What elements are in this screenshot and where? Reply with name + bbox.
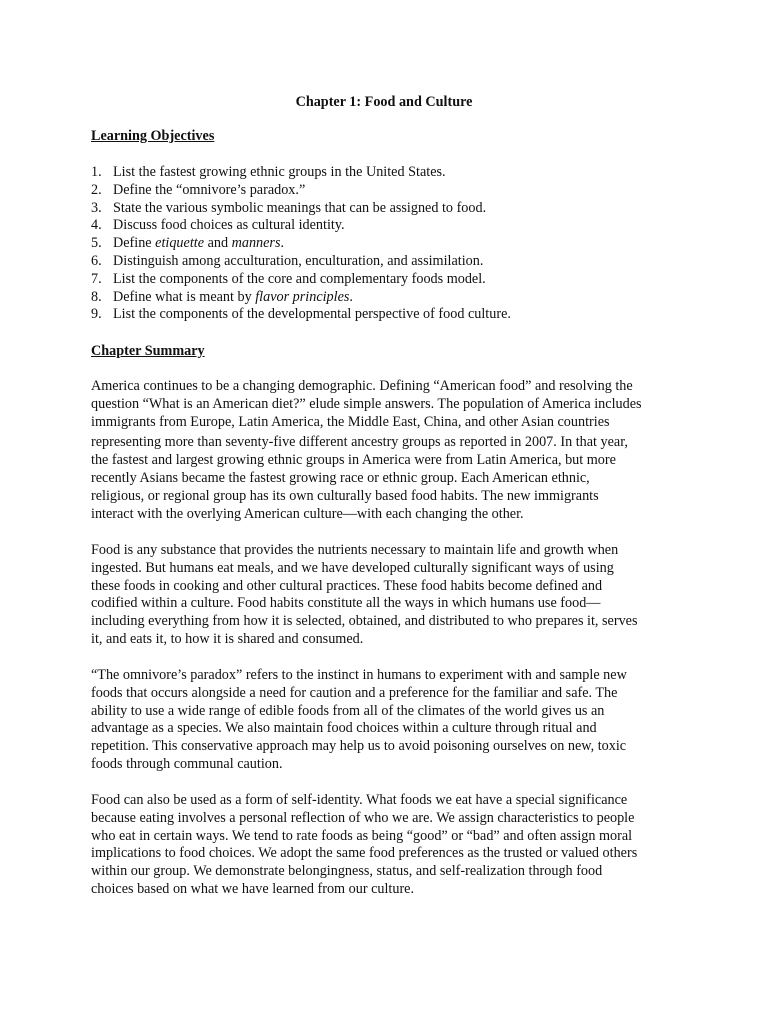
objective-text: State the various symbolic meanings that can be assigned to food. (113, 199, 487, 216)
text-line: within our group. We demonstrate belongingness, status, and self-realization through food (91, 863, 603, 880)
text-line: ingested. But humans eat meals, and we have developed culturally significant ways of using (91, 559, 614, 576)
text-line: representing more than seventy-five different ancestry groups as reported in 2007. In that year, (91, 434, 628, 451)
objective-text: Define what is meant by (113, 288, 256, 305)
list-item (91, 271, 511, 289)
text-line: foods through communal caution. (91, 755, 283, 772)
text-line: these foods in cooking and other cultural practices. These food habits become defined and (91, 577, 603, 594)
text-line: “The omnivore’s paradox” refers to the instinct in humans to experiment with and sample new (91, 667, 627, 683)
italic-term-flavor-principles: flavor principles (255, 288, 350, 305)
objective-text: Discuss food choices as cultural identity. (113, 217, 345, 234)
text-line: question “What is an American diet?” elude simple answers. The population of America includes (91, 395, 642, 412)
list-item (91, 235, 511, 253)
list-item (91, 306, 511, 324)
text-line: it, and eats it, to how it is shared and consumed. (91, 630, 364, 647)
text-line: foods that occurs alongside a need for caution and a preference for the familiar and safe. The (91, 684, 618, 701)
text-line: America continues to be a changing demographic. Defining “American food” and resolving the (91, 378, 633, 394)
learning-objectives-heading: Learning Objectives (91, 128, 215, 144)
objective-text: Define (113, 235, 156, 252)
text-line: Food is any substance that provides the nutrients necessary to maintain life and growth when (91, 542, 619, 558)
objective-text: List the components of the core and complementary foods model. (113, 270, 486, 287)
list-item (91, 164, 511, 182)
objective-text: . (349, 288, 353, 305)
page-title: Chapter 1: Food and Culture (295, 94, 473, 110)
objective-text: Define the “omnivore’s paradox.” (113, 181, 306, 198)
text-line: choices based on what we have learned from our culture. (91, 880, 415, 897)
text-line: recently Asians became the fastest growing race or ethnic group. Each American ethnic, (91, 469, 590, 486)
text-line: the fastest and largest growing ethnic groups in America were from Latin America, but more (91, 452, 616, 469)
objective-text: List the fastest growing ethnic groups in the United States. (113, 164, 446, 180)
italic-term-etiquette: etiquette (155, 235, 205, 252)
objective-text: List the components of the developmental perspective of food culture. (113, 306, 511, 323)
list-item (91, 217, 511, 235)
objective-text: . (280, 235, 285, 252)
text-line: interact with the overlying American culture—with each changing the other. (91, 505, 524, 522)
text-line: Food can also be used as a form of self-identity. What foods we eat have a special significance (91, 792, 628, 808)
list-number: 8. (91, 288, 102, 305)
list-number: 4. (91, 217, 102, 234)
list-item (91, 289, 511, 307)
text-line: immigrants from Europe, Latin America, the Middle East, China, and other Asian countries (91, 413, 610, 430)
objective-text: Distinguish among acculturation, enculturation, and assimilation. (113, 252, 484, 269)
list-number: 1. (91, 164, 102, 180)
summary-paragraph (91, 667, 691, 774)
list-item (91, 200, 511, 218)
list-item (91, 182, 511, 200)
chapter-summary-heading: Chapter Summary (91, 343, 205, 359)
text-line: because eating involves a personal reflection of who we are. We assign characteristics to people (91, 809, 635, 826)
list-number: 5. (91, 235, 102, 252)
text-line: repetition. This conservative approach may help us to avoid poisoning ourselves on new, toxic (91, 738, 627, 755)
text-line: implications to food choices. We adopt the same food preferences as the trusted or valued others (91, 845, 638, 862)
text-line: advantage as a species. We also maintain food choices within a culture through ritual and (91, 720, 597, 737)
text-line: who eat in certain ways. We tend to rate foods as being “good” or “bad” and often assign moral (91, 827, 633, 844)
text-line: ability to use a wide range of edible foods from all of the climates of the world gives us an (91, 702, 605, 719)
summary-paragraph (91, 378, 691, 523)
list-number: 3. (91, 199, 102, 216)
list-number: 2. (91, 181, 102, 198)
list-number: 6. (91, 252, 102, 269)
text-line: codified within a culture. Food habits constitute all the ways in which humans use food— (91, 595, 601, 612)
italic-term-manners: manners (231, 235, 281, 252)
summary-paragraph (91, 542, 691, 649)
summary-paragraph (91, 792, 691, 899)
list-number: 9. (91, 306, 102, 323)
objectives-list (91, 164, 511, 324)
text-line: religious, or regional group has its own culturally based food habits. The new immigrants (91, 487, 599, 504)
list-number: 7. (91, 270, 102, 287)
text-line: including everything from how it is selected, obtained, and distributed to who prepares it, serves (91, 613, 638, 630)
list-item (91, 253, 511, 271)
objective-text: and (204, 235, 232, 252)
